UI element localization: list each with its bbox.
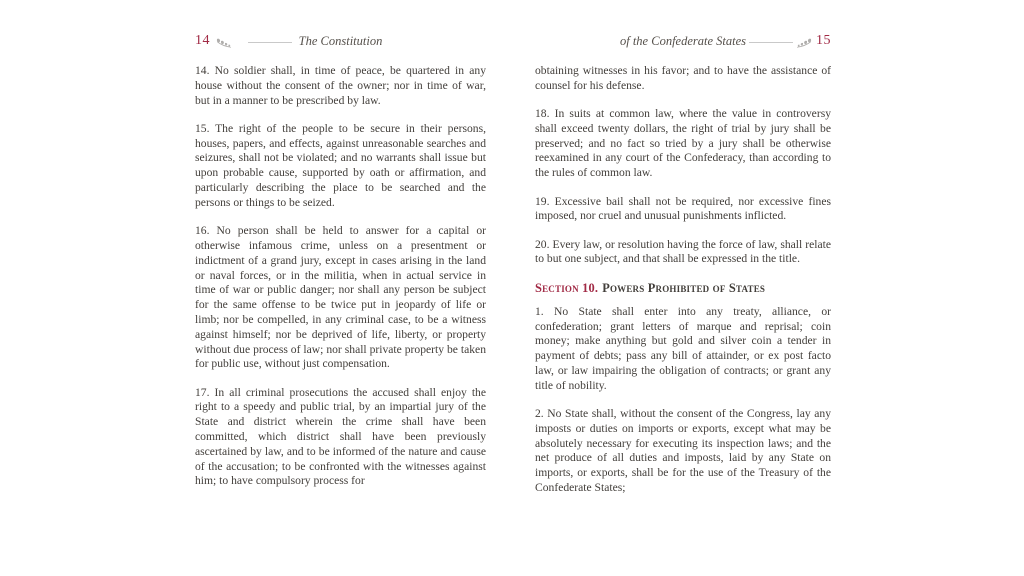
leaf-sprig-icon bbox=[796, 38, 812, 48]
page-number: 14 bbox=[195, 33, 210, 48]
left-column-text bbox=[195, 64, 486, 489]
section-number: Section 10. bbox=[535, 280, 599, 295]
running-title: of the Confederate States bbox=[619, 34, 747, 48]
header-rule bbox=[749, 42, 793, 43]
body-paragraph: 19. Excessive bail shall not be required, nor excessive fines imposed, nor cruel and unusual punishments inflicted. bbox=[535, 194, 831, 223]
section-title: Powers Prohibited of States bbox=[602, 280, 766, 295]
body-paragraph: 16. No person shall be held to answer for a capital or otherwise infamous crime, unless on a presentment or indictment of a grand jury, except in cases arising in the land or naval forces, or in the militia, when in actual service in time of war or public danger; nor shall any person be subject for the same offense to be twice put in jeopardy of life or limb; nor be compelled, in any criminal case, to be a witness against himself; nor be deprived of life, liberty, or property without due process of law; nor shall private property be taken for public use, without just compensation. bbox=[195, 224, 486, 371]
page-left bbox=[195, 33, 486, 489]
body-paragraph: 14. No soldier shall, in time of peace, be quartered in any house without the consent of the owner; nor in time of war, but in a manner to be prescribed by law. bbox=[195, 64, 486, 107]
running-title: The Constitution bbox=[298, 34, 383, 48]
page-number: 15 bbox=[816, 33, 831, 48]
body-paragraph: 2. No State shall, without the consent of the Congress, lay any imposts or duties on imports or exports, except what may be absolutely necessary for executing its inspection laws; and the net produce of all duties and imposts, laid by any State on imports, or exports, shall be for the use of the Treasury of the Confederate States; bbox=[535, 407, 831, 495]
page-right bbox=[535, 33, 831, 496]
body-paragraph: 1. No State shall enter into any treaty, alliance, or confederation; grant letters of marque and reprisal; coin money; make anything but gold and silver coin a tender in payment of debts; pass any bill of attainder, or ex post facto law, or law impairing the obligation of contracts; or grant any title of nobility. bbox=[535, 304, 831, 392]
body-paragraph: 17. In all criminal prosecutions the accused shall enjoy the right to a speedy and public trial, by an impartial jury of the State and district wherein the crime shall have been committed, which district shall have been previously ascertained by law, and to be informed of the nature and cause of the accusation; to be confronted with the witnesses against him; to have compulsory process for bbox=[195, 385, 486, 488]
body-paragraph: 18. In suits at common law, where the value in controversy shall exceed twenty dollars, the right of trial by jury shall be preserved; and no fact so tried by a jury shall be otherwise reexamined in any court of the Confederacy, than according to the rules of common law. bbox=[535, 107, 831, 180]
body-paragraph: 15. The right of the people to be secure in their persons, houses, papers, and effects, against unreasonable searches and seizures, shall not be violated; and no warrants shall issue but upon probable cause, supported by oath or affirmation, and particularly describing the place to be searched and the persons or things to be seized. bbox=[195, 121, 486, 209]
body-paragraph: 20. Every law, or resolution having the force of law, shall relate to but one subject, and that shall be expressed in the title. bbox=[535, 237, 831, 266]
page-header-right bbox=[535, 33, 831, 52]
page-header-left bbox=[195, 33, 486, 52]
right-column-text bbox=[535, 64, 831, 496]
section-heading bbox=[535, 281, 831, 296]
body-paragraph: obtaining witnesses in his favor; and to have the assistance of counsel for his defense. bbox=[535, 64, 831, 92]
